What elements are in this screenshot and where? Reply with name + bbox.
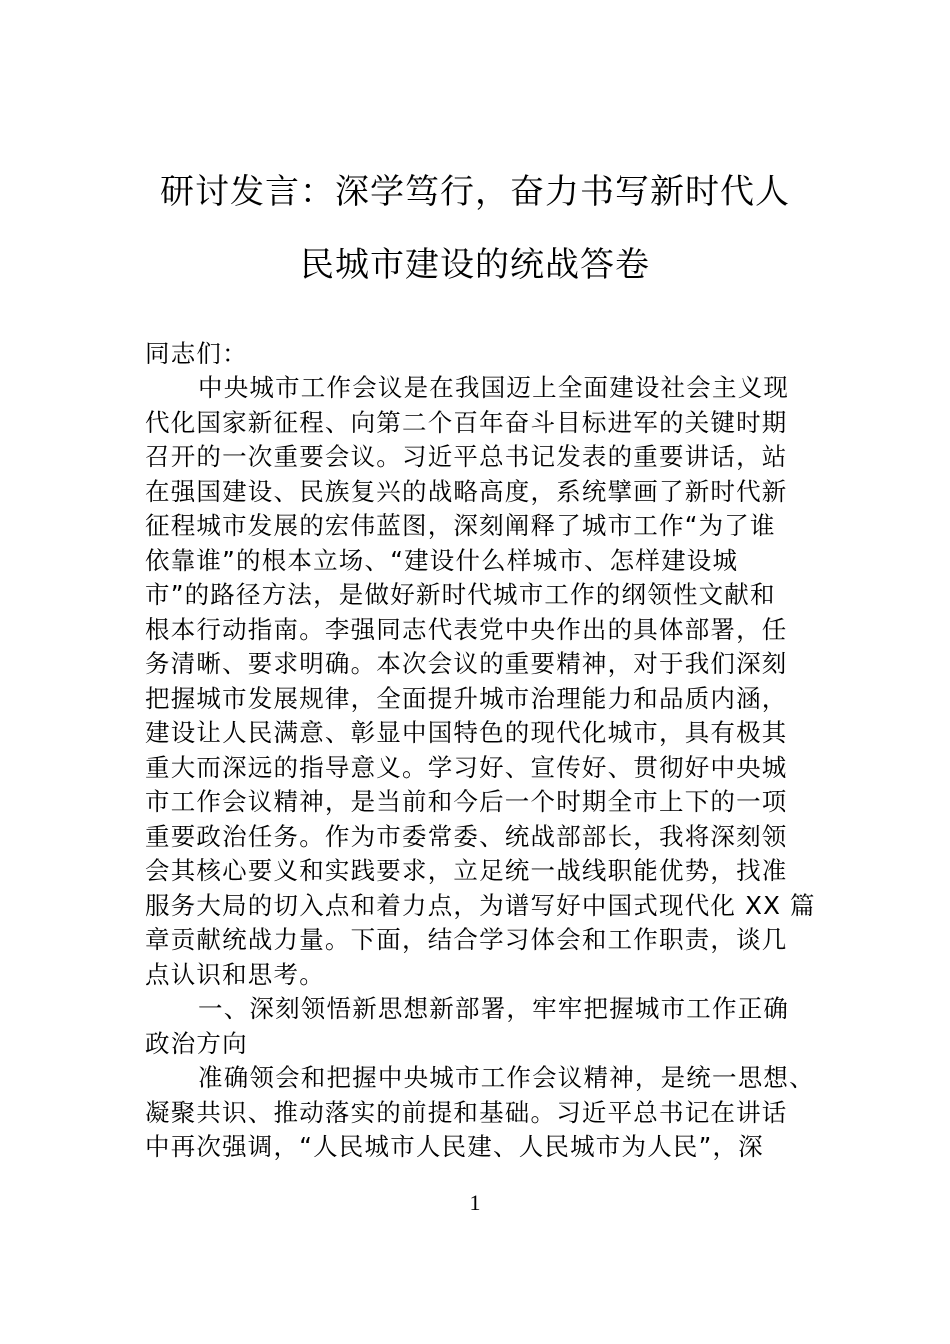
page-number: 1 — [469, 1190, 481, 1215]
body-line: 中再次强调，“人民城市人民建、人民城市为人民”，深 — [145, 1132, 764, 1161]
body-line: 市”的路径方法，是做好新时代城市工作的纲领性文献和 — [145, 580, 776, 609]
body-line: 征程城市发展的宏伟蓝图，深刻阐释了城市工作“为了谁 — [145, 511, 776, 540]
body-line: 会其核心要义和实践要求，立足统一战线职能优势，找准 — [145, 856, 788, 885]
body-line: 召开的一次重要会议。习近平总书记发表的重要讲话，站 — [145, 442, 788, 471]
body-line: 根本行动指南。李强同志代表党中央作出的具体部署，任 — [145, 615, 788, 644]
body-line: 建设让人民满意、彰显中国特色的现代化城市，具有极其 — [145, 718, 788, 747]
body-line: 市工作会议精神，是当前和今后一个时期全市上下的一项 — [145, 787, 788, 816]
section-heading: 一、深刻领悟新思想新部署，牢牢把握城市工作正确 — [198, 994, 790, 1023]
section-heading-cont: 政治方向 — [145, 1029, 248, 1058]
body-line: 在强国建设、民族复兴的战略高度，系统擘画了新时代新 — [145, 477, 788, 506]
body-line: 服务大局的切入点和着力点，为谱写好中国式现代化 XX 篇 — [145, 891, 816, 920]
document-title-line-1: 研讨发言：深学笃行，奋力书写新时代人 — [160, 172, 790, 212]
body-line: 中央城市工作会议是在我国迈上全面建设社会主义现 — [198, 373, 790, 402]
body-line: 代化国家新征程、向第二个百年奋斗目标进军的关键时期 — [145, 408, 788, 437]
document-title-line-2: 民城市建设的统战答卷 — [300, 245, 650, 285]
body-line: 凝聚共识、推动落实的前提和基础。习近平总书记在讲话 — [145, 1098, 788, 1127]
body-line: 准确领会和把握中央城市工作会议精神，是统一思想、 — [198, 1063, 815, 1092]
body-line: 章贡献统战力量。下面，结合学习体会和工作职责，谈几 — [145, 925, 788, 954]
body-line: 把握城市发展规律，全面提升城市治理能力和品质内涵， — [145, 684, 788, 713]
body-line: 重要政治任务。作为市委常委、统战部部长，我将深刻领 — [145, 822, 788, 851]
salutation: 同志们： — [145, 339, 248, 368]
body-line: 点认识和思考。 — [145, 960, 325, 989]
body-line: 重大而深远的指导意义。学习好、宣传好、贯彻好中央城 — [145, 753, 788, 782]
body-line: 依靠谁”的根本立场、“建设什么样城市、怎样建设城 — [145, 546, 739, 575]
body-line: 务清晰、要求明确。本次会议的重要精神，对于我们深刻 — [145, 649, 788, 678]
